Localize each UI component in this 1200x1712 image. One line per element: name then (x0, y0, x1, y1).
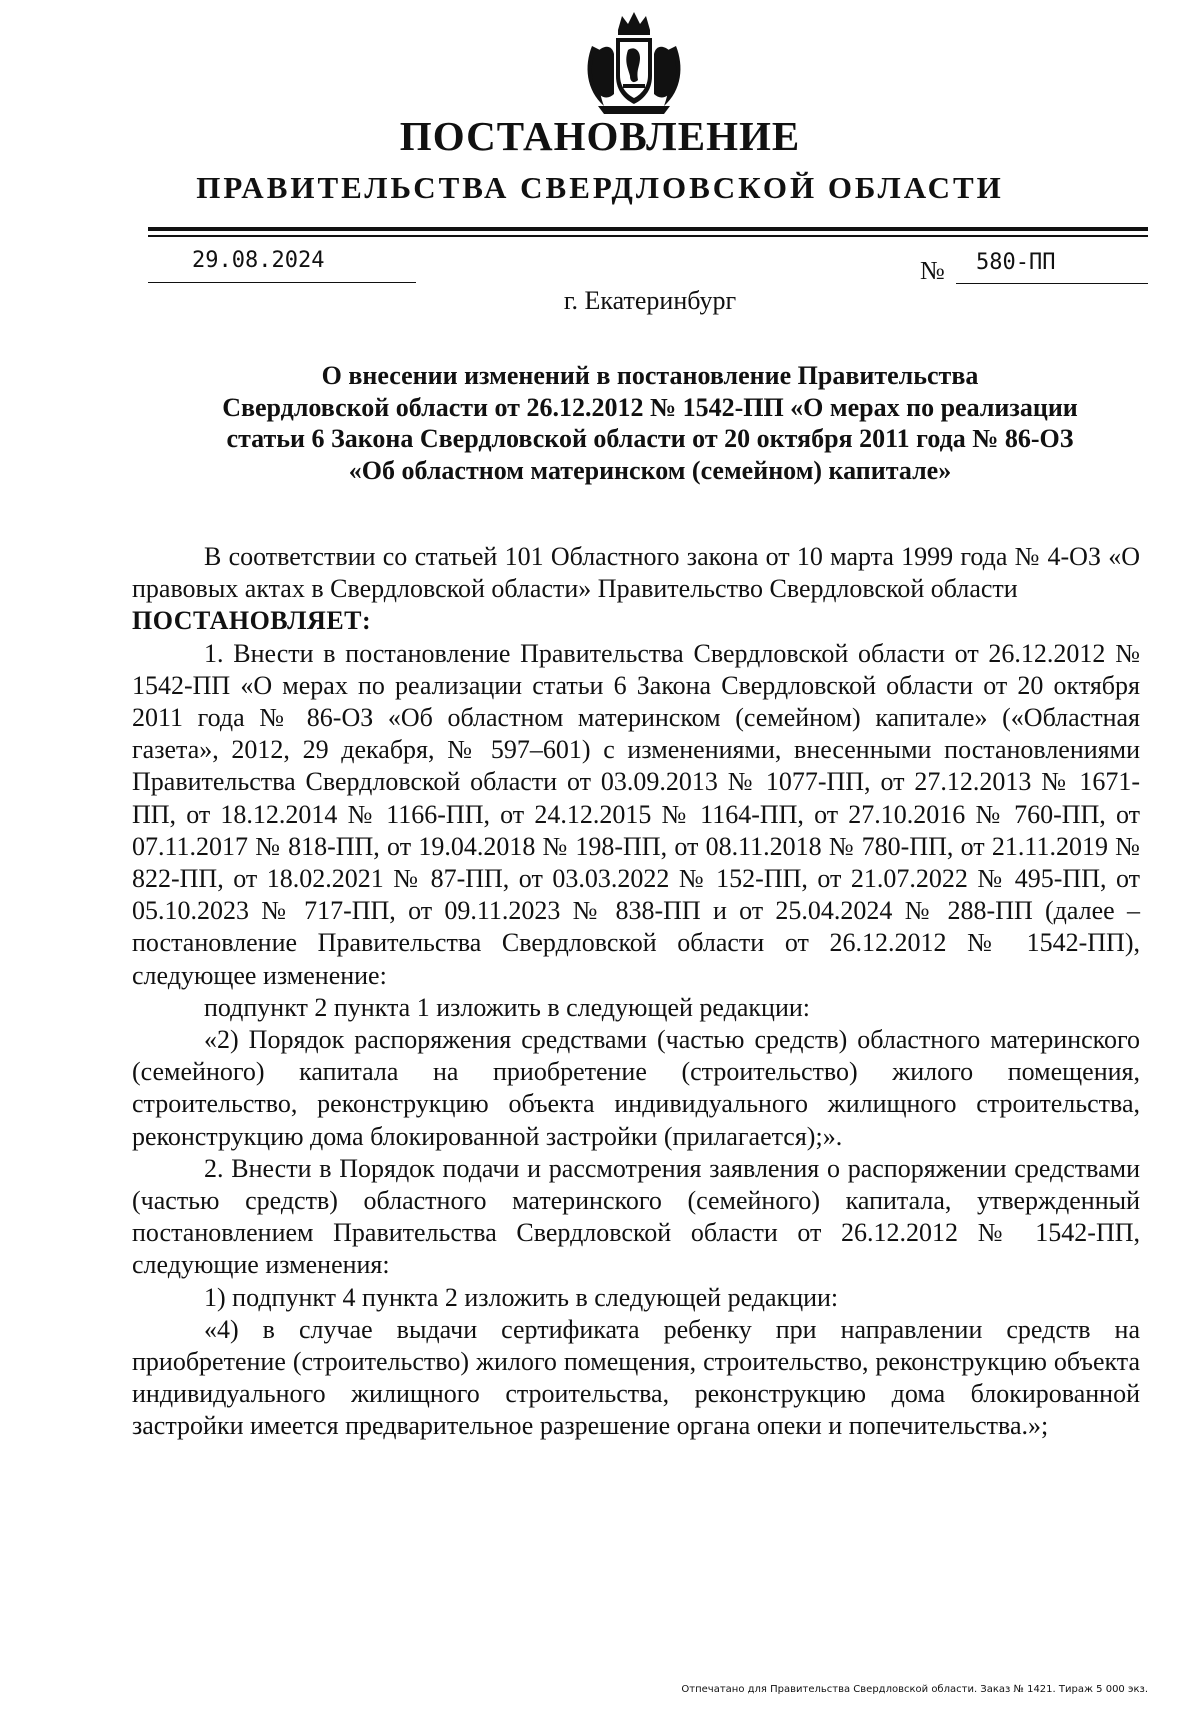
body-paragraph: 1. Внести в постановление Правительства Свердловской области от 26.12.2012 № 1542-ПП «О мерах по реализации статьи 6 Закона Свердловской области от 20 октября 2011 года № 86-ОЗ «Об областном материнском (семейном) капитале» («Областная газета», 2012, 29 декабря, № 597–601) с изменениями, внесенными постановлениями Правительства Свердловской области от 03.09.2013 № 1077-ПП, от 27.12.2013 № 1671-ПП, от 18.12.2014 № 1166-ПП, от 24.12.2015 № 1164-ПП, от 27.10.2016 № 760-ПП, от 07.11.2017 № 818-ПП, от 19.04.2018 № 198-ПП, от 08.11.2018 № 780-ПП, от 21.11.2019 № 822-ПП, от 18.02.2021 № 87-ПП, от 03.03.2022 № 152-ПП, от 21.07.2022 № 495-ПП, от 05.10.2023 № 717-ПП, от 09.11.2023 № 838-ПП и от 25.04.2024 № 288-ПП (далее – постановление Правительства Свердловской области от 26.12.2012 № 1542-ПП), следующее изменение: (132, 638, 1140, 990)
body-paragraph: «2) Порядок распоряжения средствами (частью средств) областного материнского (семейного) капитала на приобретение (строительство) жилого помещения, строительство, реконструкцию объекта индивидуального жилищного строительства, реконструкцию дома блокированной застройки (прилагается);». (132, 1025, 1140, 1151)
decree-word: ПОСТАНОВЛЯЕТ: (132, 606, 372, 636)
coat-of-arms-emblem (578, 10, 690, 118)
document-type-heading: ПОСТАНОВЛЕНИЕ (399, 113, 801, 159)
document-number-block (920, 250, 1148, 286)
issuing-authority: ПРАВИТЕЛЬСТВА СВЕРДЛОВСКОЙ ОБЛАСТИ (196, 170, 1004, 205)
document-number: 580-ПП (956, 250, 1148, 284)
title-line: статьи 6 Закона Свердловской области от 20 октября 2011 года № 86-ОЗ (226, 424, 1074, 453)
document-title (150, 360, 1150, 486)
print-note: Отпечатано для Правительства Свердловской области. Заказ № 1421. Тираж 5 000 экз. (681, 1684, 1148, 1695)
title-line: «Об областном материнском (семейном) капитале» (348, 455, 952, 485)
body-paragraph: «4) в случае выдачи сертификата ребенку при направлении средств на приобретение (строительство) жилого помещения, строительство, реконструкцию объекта индивидуального жилищного строительства, реконструкцию дома блокированной застройки имеется предварительное разрешение органа опеки и попечительства.»; (132, 1314, 1140, 1441)
header-rule-thick (148, 227, 1148, 231)
header-rule-thin (148, 235, 1148, 237)
document-date: 29.08.2024 (148, 247, 416, 283)
number-sign: № (920, 256, 945, 285)
body-paragraph: 1) подпункт 4 пункта 2 изложить в следующей редакции: (204, 1282, 839, 1312)
document-body (132, 541, 1140, 1443)
preamble-paragraph: В соответствии со статьей 101 Областного закона от 10 марта 1999 года № 4-ОЗ «О правовых актах в Свердловской области» Правительство Свердловской области (132, 542, 1140, 604)
title-line: О внесении изменений в постановление Правительства (321, 361, 979, 390)
title-line: Свердловской области от 26.12.2012 № 1542-ПП «О мерах по реализации (222, 392, 1078, 422)
body-paragraph: подпункт 2 пункта 1 изложить в следующей редакции: (204, 992, 810, 1022)
city-of-issue: г. Екатеринбург (563, 286, 737, 315)
body-paragraph: 2. Внести в Порядок подачи и рассмотрения заявления о распоряжении средствами (частью средств) областного материнского (семейного) капитала, утвержденный постановлением Правительства Свердловской области от 26.12.2012 № 1542-ПП, следующие изменения: (132, 1153, 1140, 1280)
